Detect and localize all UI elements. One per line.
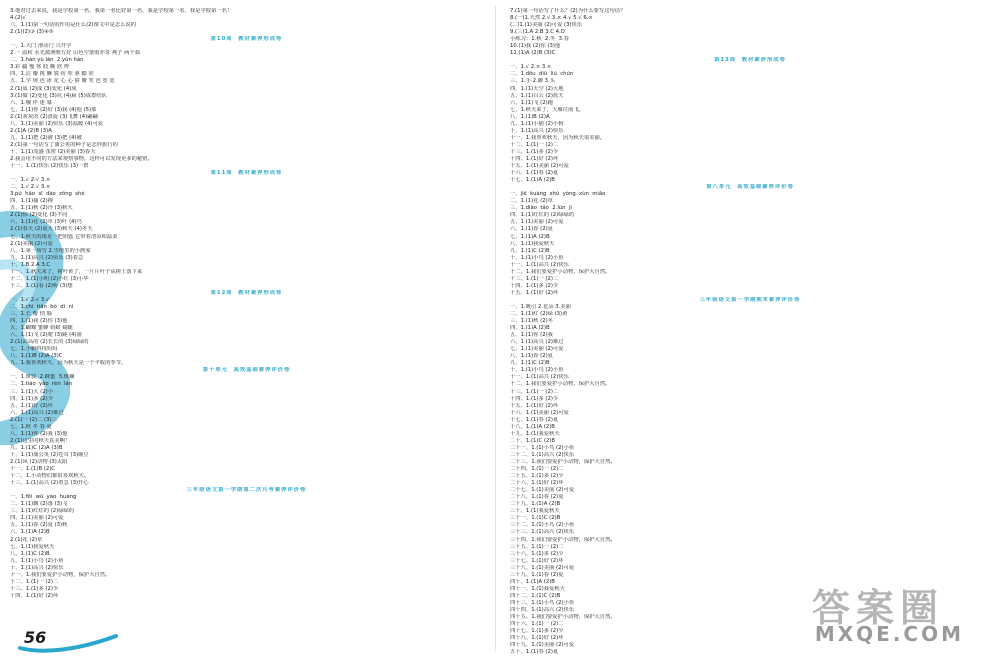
left-answer-line: 四、1.(1)多 (2)少 (10, 395, 53, 402)
right-answer-line: 四十五、1.我们要爱护小动物，保护大自然。 (510, 614, 616, 621)
left-answer-line: 十、1.(1)蒲公英 (2)苍耳 (3)豌豆 (10, 451, 89, 458)
right-answer-line: 二十五、1.(1)多 (2)少 (510, 473, 564, 480)
right-answer-line: 十九、1.(1)我爱秋天 (510, 430, 560, 437)
right-answer-line: 十、1.(1)小鸟 (2)小鱼 (510, 254, 564, 261)
left-answer-line: 五、1.蝴蝶 蜜蜂 蚂蚁 蜻蜓 (10, 325, 74, 332)
left-answer-line: 2.(1)成 (2)成 (3)变化 (4)成 (10, 85, 77, 92)
page-number: 56 (24, 628, 47, 647)
left-answer-line: 十、1.(1)高兴 (2)快乐 (10, 564, 64, 571)
left-answer-line: 十一、1.(1)快乐 (2)快乐 (3)一群 (10, 163, 89, 170)
right-answer-line: 十七、1.(1)A (2)B (510, 177, 555, 184)
right-answer-line: 二十八、1.(1)春 (2)夏 (510, 494, 564, 501)
right-answer-line: 十八、1.(1)A (2)B (510, 423, 555, 430)
left-answer-line: 四、1.洁 瓣 挑 懒 猜 纺 犁 驱 蜡 娃 (10, 71, 94, 78)
left-answer-line: 2.(1)春天 (2)夏天 (3)秋天 (4)冬天 (10, 226, 93, 233)
left-answer-line: 八、1.(1)C (2)B (10, 550, 50, 557)
left-answer-line: 一、1.大门 滑动门 兴开学 (10, 43, 72, 50)
right-answer-line: 四十、1.(1)A (2)B (510, 578, 555, 585)
right-answer-line: 八、1.(1)春 (2)夏 (510, 353, 553, 360)
left-answer-line: 六、1.(1)A (2)B (10, 529, 50, 536)
left-answer-line: 第十单元 高效基础素养评价卷 (202, 367, 291, 374)
right-answer-line: 三十、1.(1)我爱秋天 (510, 508, 560, 515)
right-answer-line: 十五、1.(1)美丽 (2)可爱 (510, 163, 569, 170)
right-answer-line: 二十九、1.(1)A (2)B (510, 501, 561, 508)
watermark-logo-url: MXQE.COM (814, 622, 964, 646)
right-answer-line: 三十七、1.(1)好 (2)坏 (510, 557, 564, 564)
right-answer-line: 十、1.(1)小鸟 (2)小鱼 (510, 367, 564, 374)
left-answer-line: 一、1.√ 2.√ 3.× (10, 177, 51, 184)
right-answer-line: 四十二、1.(1)C (2)B (510, 592, 561, 599)
right-answer-line: 小练习：1.秋 2.冬 3.春 (510, 36, 569, 43)
right-answer-line: 八、1.(1)我爱秋天 (510, 240, 555, 247)
right-answer-line: 三年级语文第一学期期末素养评价卷 (699, 296, 801, 303)
right-answer-line: 十七、1.(1)春 (2)夏 (510, 416, 559, 423)
left-answer-line: 第11周 教材素养形成卷 (210, 170, 283, 177)
left-answer-line: 2.(1)风 (2)动物 (3)太阳 (10, 459, 68, 465)
left-answer-line: 一、1.√ 2.√ 3.√ (10, 296, 50, 303)
right-answer-line: 二、1.(1)花 (2)草 (510, 198, 553, 205)
left-answer-line: 2.(1)高高的 (2)长长的 (3)绿绿的 (10, 339, 89, 346)
right-answer-line: 五、1.(1)美丽 (2)可爱 (510, 219, 564, 226)
right-answer-line: 二十四、1.(1)一 (2)二 (510, 466, 564, 473)
left-answer-line: 3.他对过去来说，我是学校第一名，我第一名比好第一名，我是学校第一名，我是学校第一名！ (10, 8, 233, 14)
right-answer-line: 10.(1)我 (2)你 (3)他 (510, 43, 561, 50)
left-answer-line: 六、1.哦 伴 迷 幕 (10, 99, 52, 106)
right-answer-line: 十五、1.(1)好 (2)坏 (510, 289, 559, 296)
right-answer-line: 七、1.(1)A (2)B (510, 233, 550, 240)
right-answer-line: 九、1.(1)C (2)B (510, 360, 550, 367)
left-answer-line: 一、1.斑驳 2.蜂蜜 3.斑斓 (10, 374, 75, 381)
left-answer-line: 2.(1)(2)③ (3)④⑤ (10, 29, 54, 36)
left-answer-line: 十一、1.(1)B (2)C (10, 466, 55, 473)
right-answer-line: 十六、1.(1)美丽 (2)可爱 (510, 409, 569, 416)
left-answer-line: 十、1.B 2.A 3.C (10, 261, 51, 268)
right-answer-line: 第13周 教材素养形成卷 (714, 57, 786, 64)
right-answer-line: 十、1.(1)高兴 (2)快乐 (510, 127, 564, 134)
right-answer-line: 六、1.(1)高兴 (2)难过 (510, 339, 564, 346)
right-answer-line: 五、1.(1)你 (2)我 (510, 332, 553, 339)
left-answer-line: 3.pú hǎo sī dào zōng shè (10, 191, 85, 198)
right-answer-line: 四十九、1.(1)美丽 (2)可爱 (510, 642, 575, 649)
right-answer-line: 四、1.(1)A (2)B (510, 325, 550, 332)
column-divider (495, 6, 496, 651)
left-answer-line: 十二、1.(1)小明 (2)小红 (3)小华 (10, 275, 89, 282)
right-answer-line: 五十、1.(1)春 (2)夏 (510, 649, 559, 656)
right-answer-line: 二十三、1.我们要爱护小动物，保护大自然。 (510, 459, 616, 465)
right-answer-line: 六、1.(1)飞 (2)跑 (510, 99, 553, 106)
right-answer-line: 三、1.手 2.脚 3.头 (510, 78, 556, 85)
left-answer-line: 八、1.(1)B (2)A (3)C (10, 353, 63, 360)
right-answer-line: 十六、1.(1)春 (2)夏 (510, 170, 559, 177)
left-answer-line: 三、1.(1)大 (2)小 (10, 388, 53, 395)
right-answer-line: 四十七、1.(1)多 (2)少 (510, 628, 564, 635)
watermark-logo-cn: 答案圈 (811, 586, 944, 630)
left-answer-line: 十三、1.(1)多 (2)少 (10, 585, 59, 592)
right-answer-line: 四、1.(1)天空 (2)大地 (510, 85, 564, 92)
right-answer-line: 五、1.(1)白云 (2)蓝天 (510, 92, 564, 99)
right-answer-line: 四十四、1.(1)高兴 (2)快乐 (510, 606, 575, 613)
left-answer-line: 九、1.(1)C (2)A (3)B (10, 444, 63, 451)
right-answer-line: 二十一、1.(1)小鸟 (2)小鱼 (510, 444, 575, 451)
left-answer-line: 十一、1.秋天来了，树叶黄了，一片片叶子从树上落下来 (10, 268, 143, 275)
left-answer-line: 八、1.第一场雪 2.雪地里的小画家 (10, 247, 91, 254)
left-answer-line: 二、1.√ 2.√ 3.× (10, 184, 51, 191)
left-answer-line: 八、1.(1)你 (2)我 (3)他 (10, 430, 68, 437)
left-answer-line: 2.(1)花 (2)草 (10, 536, 43, 543)
right-answer-line: 第八单元 高效基础素养评价卷 (706, 184, 794, 191)
left-answer-line: 三、1.(1)红红的 (2)绿绿的 (10, 508, 75, 515)
left-answer-line: 五、1.(1)春 (2)夏 (3)秋 (10, 522, 68, 529)
left-answer-line: 六、1.(1)花 (2)草 (3)叶 (4)鸟 (10, 219, 82, 226)
right-answer-line: 三十二、1.(1)小鸟 (2)小鱼 (510, 522, 575, 529)
right-answer-line: 四十八、1.(1)好 (2)坏 (510, 635, 564, 642)
right-answer-line: 二十七、1.(1)美丽 (2)可爱 (510, 487, 575, 494)
right-answer-line: 十一、1.(1)高兴 (2)快乐 (510, 374, 569, 381)
left-answer-line: 七、1.(1)你 (2)好 (3)我 (4)他 (5)那 (10, 106, 97, 113)
left-answer-line: 九、1.(1)小鸟 (2)小鱼 (10, 557, 64, 564)
left-answer-line: 2.我会用不同的方法来观察事物，这样可以发现更多的秘密。 (10, 155, 153, 162)
right-answer-line: 十四、1.(1)好 (2)坏 (510, 155, 559, 162)
right-answer-line: (二)1.(1)美丽 (2)可爱 (3)快乐 (510, 22, 583, 29)
left-answer-line: 七、1.(1)我爱秋天 (10, 543, 55, 550)
left-answer-line: 十二、1.(1)一 (2)二 (10, 578, 59, 585)
right-answer-line: 一、1.√ 2.× 3.× (510, 64, 552, 71)
left-answer-line: 2.(1)一 (2)二 (3)三 (10, 416, 57, 423)
left-answer-line: 四、1.(1)美丽 (2)可爱 (10, 515, 64, 522)
left-answer-line: 四、1.(1)捕 (2)搏 (10, 198, 53, 205)
left-answer-line: 十三、1.(1)看 (2)听 (3)想 (10, 282, 73, 289)
right-answer-line: 三十八、1.(1)美丽 (2)可爱 (510, 564, 575, 571)
right-answer-line: 十三、1.(1)一 (2)二 (510, 388, 559, 395)
right-answer-line: 三、1.(1)秋 (2)冬 (510, 318, 553, 325)
left-answer-line: 二、1.tiáo yǎo rèn lán (10, 381, 73, 388)
left-answer-line: 五、1.(1)秋 (2)冷 (3)秋天 (10, 205, 73, 212)
left-answer-line: 2.一 温和 水光潋滟晴方好 山色空蒙雨亦奇 燕子 两个翡 (10, 50, 141, 57)
left-answer-line: 九、1.我喜欢秋天，因为秋天是一个丰收的季节。 (10, 360, 127, 367)
left-answer-line: 十四、1.(1)好 (2)坏 (10, 592, 59, 599)
left-answer-line: 六、1.(1)飞 (2)爬 (3)跳 (4)游 (10, 332, 82, 339)
right-answer-line: 四十六、1.(1)一 (2)二 (510, 621, 564, 628)
right-answer-line: 十二、1.我们要爱护小动物，保护大自然。 (510, 381, 611, 388)
left-answer-line: 七、1.秋 冬 春 夏 (10, 423, 52, 430)
left-answer-line: 十、1.(1)茂盛 茂密 (2)美丽 (3)春天 (10, 148, 96, 155)
right-answer-line: 十五、1.(1)好 (2)坏 (510, 402, 559, 409)
left-answer-line: 五、1.学 规 芭 冰 花 心 心 猜 瓣 笑 芭 宽 宽 (10, 78, 115, 85)
right-answer-line: 二十、1.(1)C (2)B (510, 437, 555, 444)
left-answer-line: 2.(1)A (2)B (3)A (10, 127, 52, 134)
right-answer-line: 十二、1.我们要爱护小动物，保护大自然。 (510, 268, 611, 275)
right-answer-line: 十一、1.我喜欢秋天，因为秋天很美丽。 (510, 134, 606, 141)
right-answer-line: 三十九、1.(1)春 (2)夏 (510, 571, 564, 578)
left-answer-line: 九、1.(1)把 (2)被 (3)把 (4)被 (10, 134, 82, 141)
left-answer-line: 一、1.fēi wǔ yáo huàng (10, 494, 77, 501)
left-answer-line: 十三、1.(1)高兴 (2)着急 (3)开心 (10, 480, 89, 487)
left-answer-line: 十一、1.我们要爱护小动物，保护大自然。 (10, 571, 111, 578)
right-answer-column (510, 8, 990, 656)
left-answer-line: 七、1.秋天的雨是一把钥匙 它带着清凉和温柔 (10, 233, 118, 240)
left-answer-line: 第12周 教材素养形成卷 (210, 289, 283, 296)
right-answer-line: 七、1.秋天来了，大雁往南飞。 (510, 106, 584, 113)
right-answer-line: 十一、1.(1)高兴 (2)快乐 (510, 261, 569, 268)
right-answer-line: 十四、1.(1)多 (2)少 (510, 395, 559, 402)
right-answer-line: 三、1.diào táo 2.lùn jí (510, 205, 572, 212)
right-answer-line: 四、1.(1)红红的 (2)绿绿的 (510, 212, 575, 219)
right-answer-line: 三十四、1.我们要爱护小动物，保护大自然。 (510, 536, 616, 543)
right-answer-line: 9.(三)1.A 2.B 3.C 4.D (510, 29, 565, 36)
left-answer-line: 2.(1)美丽 (2)可爱 (10, 240, 53, 247)
left-answer-line: 六、1.(1)第一句话的作用是什么(2)课文中是怎么说的 (10, 22, 136, 29)
left-answer-line: 3.(1)做 (2)变化 (3)坑 (4)扁 (5)成群结队 (10, 92, 107, 99)
right-answer-line: 一、jiě kuàng shù yóng xùn miǎo (510, 191, 606, 198)
right-answer-line: 8.(一)1.天然 2.√ 3.× 4.√ 5.√ 6.× (510, 15, 593, 22)
left-answer-line: 2.(1)第一句话写了蒲公英的种子是怎样旅行的 (10, 141, 118, 148)
left-answer-line: 五、1.(1)好 (2)坏 (10, 402, 53, 409)
right-answer-line: 四十三、1.(1)小鸟 (2)小鱼 (510, 599, 575, 606)
left-answer-line: 二、1.(1)飘 (2)落 (3)飞 (10, 501, 68, 508)
right-answer-line: 三十一、1.(1)C (2)B (510, 515, 561, 522)
right-answer-line: 三十五、1.(1)一 (2)二 (510, 543, 564, 550)
left-answer-line: 六、1.(1)高兴 (2)难过 (10, 409, 64, 416)
right-answer-line: 四十一、1.(1)我爱秋天 (510, 585, 565, 592)
left-answer-line: 2.(1)灰灰的 (2)盘旋 (3)飞舞 (4)翩翩 (10, 113, 98, 120)
right-answer-line: 六、1.(1)春 (2)夏 (510, 226, 553, 233)
left-answer-line: 九、1.(1)高兴 (2)快乐 (3)着急 (10, 254, 84, 261)
right-answer-line: 九、1.(1)C (2)B (510, 247, 550, 254)
right-answer-line: 九、1.(1)小猫 (2)小狗 (510, 120, 564, 127)
right-answer-line: 七、1.(1)美丽 (2)可爱 (510, 346, 564, 353)
right-answer-line: 7.(1)第一句话写了什么？(2)为什么要写这句话？ (510, 8, 626, 14)
right-answer-line: 十三、1.(1)多 (2)少 (510, 148, 559, 155)
left-answer-line: 三年级语文第一学期第二次月考素养评价卷 (186, 487, 307, 494)
left-answer-line: 第10周 教材素养形成卷 (210, 36, 283, 43)
right-answer-line: 十二、1.(1)一 (2)二 (510, 141, 559, 148)
right-answer-line: 二十六、1.(1)好 (2)坏 (510, 480, 564, 487)
right-answer-line: 三十六、1.(1)多 (2)少 (510, 550, 564, 557)
left-answer-line: 四、1.(1)我 (2)你 (3)他 (10, 318, 68, 325)
right-answer-line: 11.(1)A (2)B (3)C (510, 50, 556, 57)
right-answer-line: 三十三、1.(1)高兴 (2)快乐 (510, 529, 575, 536)
right-answer-line: 一、1.吸引 2.花朵 3.美丽 (510, 303, 571, 310)
right-answer-line: 二十二、1.(1)高兴 (2)快乐 (510, 451, 575, 458)
left-answer-line: 4.(2)√ (10, 15, 26, 22)
left-answer-line: 2.(1)惊 (2)变化 (3)不同 (10, 212, 68, 219)
left-answer-line: 3.彩 疆 慢 寒 肢 瞧 欣 辫 (10, 64, 70, 71)
left-answer-line: 二、1.chí tiān bó dí ní (10, 303, 74, 310)
left-answer-line: 十二、1.小动物们都很喜欢秋天。 (10, 473, 90, 480)
right-answer-line: 八、1.(1)B (2)A (510, 113, 550, 120)
left-answer-line: 三、1.长 瓣 悄 躲 (10, 311, 52, 318)
right-answer-line: 二、1.(1)红 (2)绿 (3)黄 (510, 311, 568, 318)
left-answer-column (10, 8, 483, 600)
right-answer-line: 十四、1.(1)多 (2)少 (510, 282, 559, 289)
right-answer-line: 十三、1.(1)一 (2)二 (510, 275, 559, 282)
left-answer-line: 八、1.(1)美丽 (2)快乐 (3)温暖 (4)可爱 (10, 120, 104, 127)
left-answer-line: 二、1.hàn yù lán 2.yǔn hàn (10, 57, 84, 64)
left-answer-line: 2.(1)这里的秋天真美啊！ (10, 437, 71, 444)
left-answer-line: 七、1.小蝌蚪找妈妈 (10, 346, 58, 353)
right-answer-line: 二、1.dōu diū liú chún (510, 71, 574, 78)
